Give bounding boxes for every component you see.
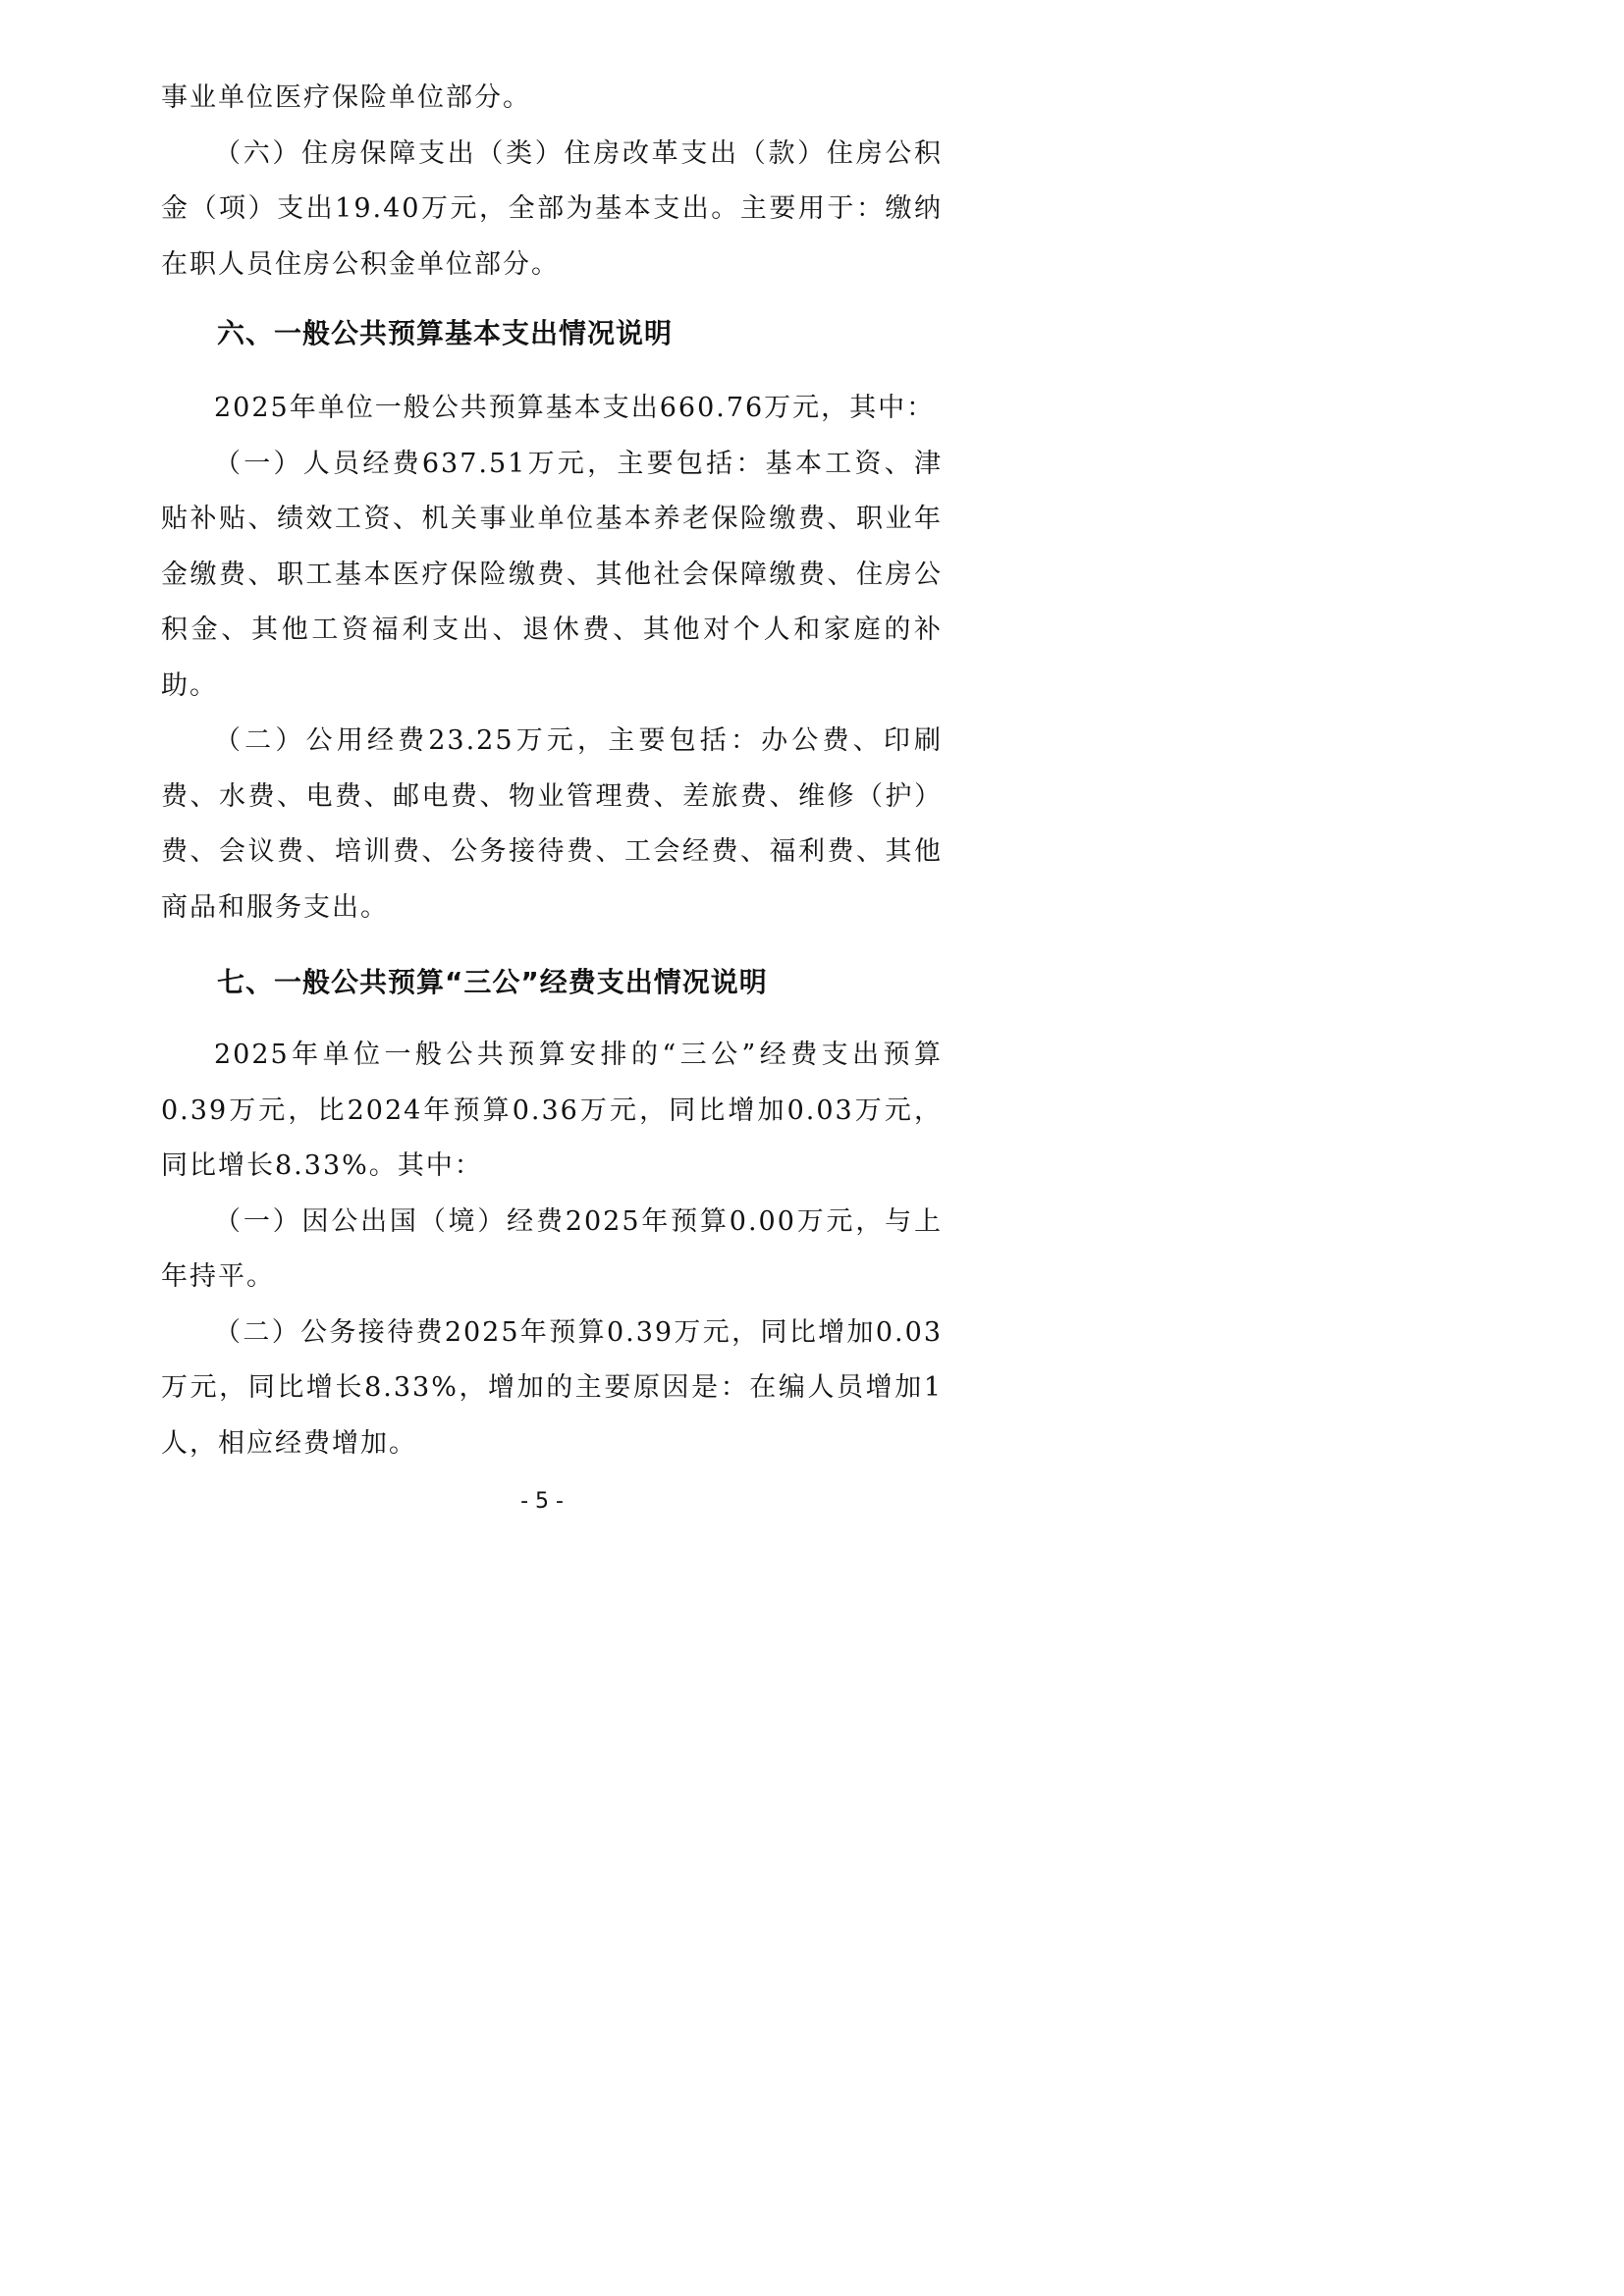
paragraph-three-public-total: 2025年单位一般公共预算安排的“三公”经费支出预算0.39万元，比2024年预算0.36万元，同比增加0.03万元，同比增长8.33%。其中： — [161, 1040, 943, 1181]
paragraph-housing-fund: （六）住房保障支出（类）住房改革支出（款）住房公积金（项）支出19.40万元，全部为基本支出。主要用于：缴纳在职人员住房公积金单位部分。 — [161, 137, 943, 280]
document-page — [0, 0, 1084, 1531]
paragraph-public-expenses: （二）公用经费23.25万元，主要包括：办公费、印刷费、水费、电费、邮电费、物业管理费、差旅费、维修（护）费、会议费、培训费、公务接待费、工会经费、福利费、其他商品和服务支出。 — [161, 725, 943, 923]
paragraph-continuation: 事业单位医疗保险单位部分。 — [161, 82, 531, 113]
paragraph-personnel-expenses: （一）人员经费637.51万元，主要包括：基本工资、津贴补贴、绩效工资、机关事业单位基本养老保险缴费、职业年金缴费、职工基本医疗保险缴费、其他社会保障缴费、住房公积金、其他工资福利支出、退休费、其他对个人和家庭的补助。 — [161, 448, 943, 701]
page-number: - 5 - — [520, 1489, 564, 1514]
paragraph-overseas-expenses: （一）因公出国（境）经费2025年预算0.00万元，与上年持平。 — [161, 1205, 943, 1292]
paragraph-basic-total: 2025年单位一般公共预算基本支出660.76万元，其中： — [214, 393, 936, 423]
paragraph-reception-expenses: （二）公务接待费2025年预算0.39万元，同比增加0.03万元，同比增长8.33%，增加的主要原因是：在编人员增加1人，相应经费增加。 — [161, 1316, 943, 1459]
section-heading-three-public: 七、一般公共预算“三公”经费支出情况说明 — [217, 966, 768, 998]
section-heading-basic-expenditure: 六、一般公共预算基本支出情况说明 — [217, 317, 674, 349]
page-content — [161, 71, 943, 1471]
